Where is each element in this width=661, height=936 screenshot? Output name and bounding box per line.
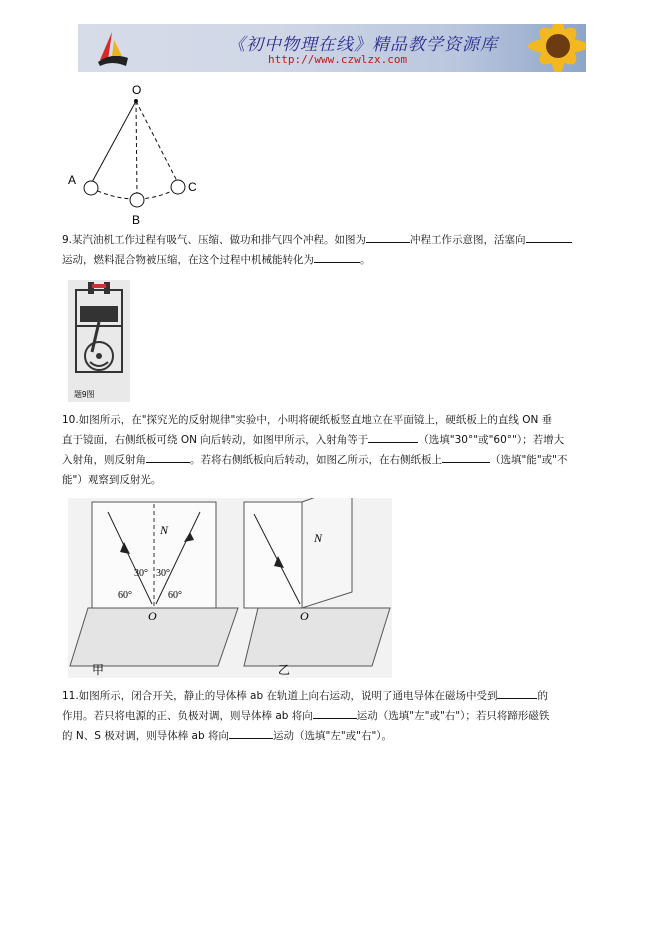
q11-blank-1[interactable] bbox=[497, 686, 537, 699]
question-10: 10.如图所示，在"探究光的反射规律"实验中，小明将硬纸板竖直地立在平面镜上，硬纸板上的直线 ON 垂 直于镜面，右侧纸板可绕 ON 向后转动，如图甲所示，入射角等于 （选填"30°"或"60°"）；若增大 入射角，则反射角 。若将右侧纸板向后转动，如图乙所示，在右侧纸板上 （选填"能"或"不 能"）观察到反射光。 bbox=[62, 414, 568, 486]
engine-figure bbox=[68, 280, 130, 402]
fig-jia-30b: 30° bbox=[156, 568, 170, 579]
fig-jia-60a: 60° bbox=[118, 590, 132, 601]
ball-b bbox=[130, 193, 144, 207]
q9-blank-2[interactable] bbox=[526, 230, 572, 243]
fig-jia-60b: 60° bbox=[168, 590, 182, 601]
reflection-diagram bbox=[68, 498, 392, 678]
string-c bbox=[136, 101, 178, 183]
question-11: 11.如图所示，闭合开关，静止的导体棒 ab 在轨道上向右运动，说明了通电导体在磁场中受到 的 作用。若只将电源的正、负极对调，则导体棒 ab 将向 运动（选填"左"或"右"）；若只将蹄形磁铁 的 N、S 极对调，则导体棒 ab 将向 运动（选填"左"或"右"）。 bbox=[62, 686, 602, 746]
engine-diagram bbox=[68, 280, 130, 402]
fig-jia-30a: 30° bbox=[134, 568, 148, 579]
q10-blank-1[interactable] bbox=[368, 430, 418, 443]
banner-title: 《初中物理在线》精品教学资源库 bbox=[228, 35, 498, 55]
q11-blank-2[interactable] bbox=[313, 706, 357, 719]
pendulum-figure bbox=[62, 80, 222, 230]
fig-jia-n: N bbox=[160, 523, 169, 537]
q9-blank-3[interactable] bbox=[314, 250, 360, 263]
fig-yi-n: N bbox=[314, 531, 323, 545]
label-yi: 乙 bbox=[278, 663, 291, 677]
question-9: 9.某汽油机工作过程有吸气、压缩、做功和排气四个冲程。如图为 冲程工作示意图，活塞向 运动，燃料混合物被压缩，在这个过程中机械能转化为 。 bbox=[62, 230, 602, 270]
fig-yi-o: O bbox=[300, 609, 309, 623]
label-c: C bbox=[188, 180, 197, 194]
logo-icon bbox=[92, 30, 132, 68]
string-b bbox=[136, 101, 137, 196]
label-a: A bbox=[68, 173, 77, 187]
banner-url[interactable]: http://www.czwlzx.com bbox=[268, 53, 408, 66]
string-a bbox=[91, 101, 136, 184]
q11-blank-3[interactable] bbox=[229, 726, 273, 739]
fig-jia-o: O bbox=[148, 609, 157, 623]
label-b: B bbox=[132, 213, 141, 227]
ball-c bbox=[171, 180, 185, 194]
engine-caption: 题9图 bbox=[74, 390, 95, 399]
ball-a bbox=[84, 181, 98, 195]
q10-blank-3[interactable] bbox=[442, 450, 490, 463]
label-o: O bbox=[132, 83, 142, 97]
sunflower-icon bbox=[522, 24, 586, 72]
reflection-figure bbox=[68, 498, 392, 678]
header-banner bbox=[78, 24, 586, 72]
label-jia: 甲 bbox=[92, 663, 105, 677]
q10-blank-2[interactable] bbox=[146, 450, 190, 463]
q9-blank-1[interactable] bbox=[366, 230, 410, 243]
